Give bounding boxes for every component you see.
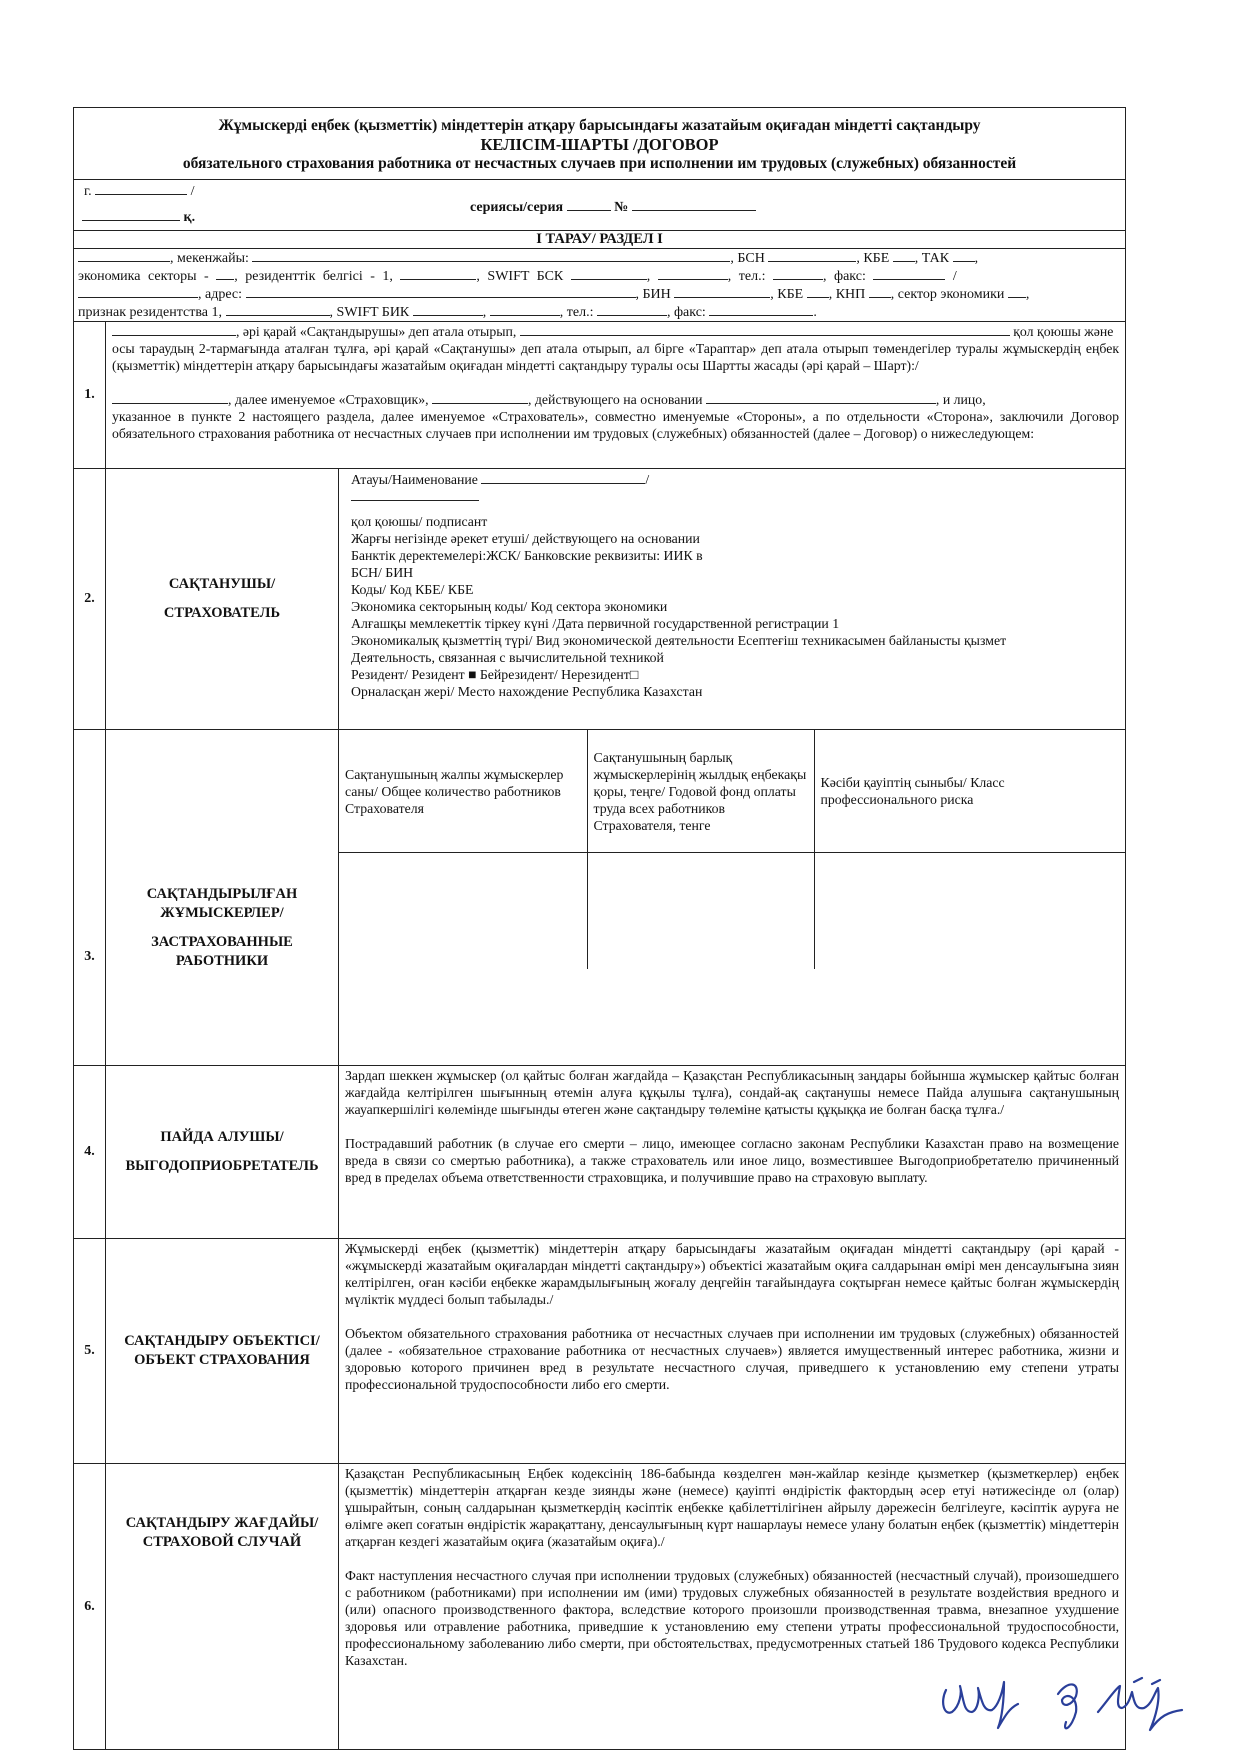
row-number: 5.	[74, 1239, 106, 1464]
preamble-ru: указанное в пункте 2 настоящего раздела, далее именуемое «Страхователь», совместно именуемые «Стороны», а по отдельности «Сторона», заключили Договор обязательного страхования работника от несчастных случаев при исполнении им трудовых (служебных) обязанностей (далее – Договор) о нижеследующем:	[112, 409, 1120, 441]
city-series-row	[74, 180, 1126, 231]
row-1-preamble	[106, 322, 1126, 469]
city-line: г. /	[84, 184, 195, 199]
req-economy-sector: экономика секторы -	[78, 269, 209, 284]
label-kz: САҚТАНДЫРЫЛҒАН ЖҰМЫСКЕРЛЕР/	[146, 885, 298, 921]
swift-kz-blank-2[interactable]	[658, 267, 728, 280]
preamble-ru-part-3: , и лицо,	[935, 392, 986, 407]
info-line-basis: Жарғы негізінде әрекет етуші/ действующего на основании	[351, 531, 700, 546]
req-bin: , БИН	[635, 287, 671, 302]
workers-table	[339, 730, 1125, 969]
header-row	[74, 108, 1126, 180]
city-suffix: қ.	[183, 210, 196, 225]
signer-blank-line	[351, 488, 1113, 505]
swift-kz-blank[interactable]	[571, 267, 647, 280]
label-kz: САҚТАНДЫРУ ОБЪЕКТІСІ/	[124, 1333, 320, 1349]
req-tel-kz: , тел.:	[727, 269, 766, 284]
number-label: №	[614, 200, 629, 215]
doc-type-title: КЕЛІСІМ-ШАРТЫ /ДОГОВОР	[480, 135, 719, 154]
requisites-cell	[74, 249, 1126, 322]
row-1	[74, 322, 1126, 469]
col-header-fund: Сақтанушының барлық жұмыскерлерінің жылдық еңбекақы қоры, теңге/ Годовой фонд оплаты труда всех работников Страхователя, тенге	[587, 730, 814, 853]
series-blank[interactable]	[567, 198, 611, 211]
req-fax-kz: , факс:	[823, 269, 866, 284]
col-header-count: Сақтанушының жалпы жұмыскерлер саны/ Общее количество работников Страхователя	[339, 730, 587, 853]
series-label: сериясы/серия	[470, 200, 564, 215]
label-ru: СТРАХОВОЙ СЛУЧАЙ	[142, 1534, 302, 1550]
name-ru-blank[interactable]	[78, 285, 198, 298]
risk-class-value[interactable]	[814, 853, 1125, 970]
label-ru: ЗАСТРАХОВАННЫЕ РАБОТНИКИ	[151, 933, 293, 969]
city-series-cell	[74, 180, 1126, 231]
resident-ru-blank[interactable]	[226, 303, 330, 316]
row-4	[74, 1066, 1126, 1239]
req-swift-kz: SWIFT БСК	[487, 269, 564, 284]
text-kz: Зардап шеккен жұмыскер (ол қайтыс болған жағдайда – Қазақстан Республикасының заңдары бойынша жұмыскер қайтыс болған жағдайда келтірілген шығынның өтемін алуға құқылы тұлға), сондай-ақ сақтанушы немесе Пайда алушыға сақтанушының жауапкершілігі көлемінде шығынды өтеген және сақтандыру төлеміне қатысты құқыққа ие болған басқа тұлға./	[345, 1068, 1120, 1117]
req-kbe-ru: , КБЕ	[770, 287, 804, 302]
label-ru: ВЫГОДОПРИОБРЕТАТЕЛЬ	[125, 1158, 319, 1174]
insurer-kz-blank[interactable]	[112, 323, 236, 336]
representative-blank[interactable]	[432, 391, 528, 404]
spacer	[351, 505, 1113, 513]
req-kbe: , КБЕ	[856, 251, 890, 266]
kbe-kz-blank[interactable]	[893, 249, 915, 262]
row-number: 3.	[74, 730, 106, 1066]
row-2-label	[106, 469, 339, 730]
signer-blank[interactable]	[351, 488, 479, 501]
series-line	[466, 198, 760, 216]
row-number: 6.	[74, 1464, 106, 1750]
row-5-label	[106, 1239, 339, 1464]
insurer-name-blank[interactable]	[78, 249, 170, 262]
row-number: 2.	[74, 469, 106, 730]
row-5	[74, 1239, 1126, 1464]
sector-ru-blank[interactable]	[1008, 285, 1026, 298]
row-3-table-cell	[339, 730, 1126, 1066]
text-ru: Пострадавший работник (в случае его смерти – лицо, имеющее согласно законам Республики Казахстан право на возмещение вреда в связи со смертью работника), а также страхователь или иное лицо, возместившее Выгодоприобретателю причиненный вред в пределах объема ответственности страховщика, и получившие право на страховую выплату.	[345, 1136, 1120, 1185]
req-fax-ru: , факс:	[666, 305, 706, 320]
preamble-kz-part-2: қол қоюшы және	[1013, 324, 1114, 339]
bin-blank[interactable]	[674, 285, 770, 298]
section-row	[74, 231, 1126, 249]
text-kz: Жұмыскерді еңбек (қызметтік) міндеттерін атқару барысындағы жазатайым оқиғадан міндетті сақтандыру (әрі қарай - «жұмыскерді жазатайым оқиғалардан міндетті сақтандыру») объектісі жазатайым оқиға салдарынан өмірі мен денсаулығына зиян келтірілген, оған кәсіби еңбекке жарамдылығының жоғалу деңгейін тағайындауға соқтырған немесе қайтыс болған жұмыскердің мүліктік мүддесі болып табылады./	[345, 1241, 1120, 1307]
address-kz-blank[interactable]	[252, 249, 730, 262]
signature-2	[1058, 1678, 1182, 1730]
row-number: 1.	[74, 322, 106, 469]
city-kz-line	[78, 208, 199, 226]
label-kz: САҚТАНУШЫ/	[168, 576, 276, 592]
label-ru: ОБЪЕКТ СТРАХОВАНИЯ	[134, 1352, 310, 1368]
row-2	[74, 469, 1126, 730]
signature-1	[943, 1682, 1018, 1728]
preamble-ru-first-line	[112, 391, 1119, 408]
preamble-kz-first-line	[112, 323, 1119, 340]
tel-ru-blank[interactable]	[597, 303, 667, 316]
city-label: г.	[84, 184, 92, 199]
info-line-registration: Алғашқы мемлекеттік тіркеу күні /Дата первичной государственной регистрации 1	[351, 616, 840, 631]
header-cell	[74, 108, 1126, 180]
workers-header-row	[339, 730, 1125, 853]
requisites-row	[74, 249, 1126, 322]
tel-kz-blank[interactable]	[773, 267, 823, 280]
req-sector-ru: , сектор экономики	[890, 287, 1005, 302]
fax-ru-blank[interactable]	[709, 303, 813, 316]
info-line-activity-ru: Деятельность, связанная с вычислительной техникой	[351, 650, 664, 665]
label-kz: ПАЙДА АЛУШЫ/	[160, 1129, 284, 1145]
req-swift-ru: , SWIFT БИК	[329, 305, 410, 320]
label-kz: САҚТАНДЫРУ ЖАҒДАЙЫ/	[125, 1515, 319, 1531]
ru-title: обязательного страхования работника от несчастных случаев при исполнении им трудовых (служебных) обязанностей	[182, 155, 1017, 172]
economy-sector-blank[interactable]	[216, 267, 234, 280]
info-line-bin: БСН/ БИН	[351, 565, 414, 580]
label-ru: СТРАХОВАТЕЛЬ	[163, 605, 281, 621]
address-ru-blank[interactable]	[246, 285, 636, 298]
signer-kz-blank[interactable]	[520, 323, 1010, 336]
swift-ru-blank-2[interactable]	[490, 303, 560, 316]
row-6-label	[106, 1464, 339, 1750]
preamble-ru-part-1: , далее именуемое «Страховщик»,	[228, 392, 429, 407]
contract-table	[73, 107, 1126, 1750]
city-blank[interactable]	[95, 182, 187, 195]
workers-count-value[interactable]	[339, 853, 587, 970]
name-line: Атауы/Наименование /	[351, 472, 650, 487]
info-line-bank: Банктік деректемелері:ЖСК/ Банковские реквизиты: ИИК в	[351, 548, 703, 563]
info-line-signer: қол қоюшы/ подписант	[351, 514, 488, 529]
row-4-label	[106, 1066, 339, 1239]
fax-kz-blank[interactable]	[873, 267, 945, 280]
req-resident-ru: признак резидентства 1,	[78, 305, 223, 320]
row-number: 4.	[74, 1066, 106, 1239]
name-blank[interactable]	[481, 471, 645, 484]
basis-blank[interactable]	[706, 391, 936, 404]
swift-ru-blank[interactable]	[413, 303, 483, 316]
section-title: I ТАРАУ/ РАЗДЕЛ I	[74, 231, 1126, 249]
text-kz: Қазақстан Республикасының Еңбек кодексінің 186-бабында көзделген мән-жайлар кезінде қызметкер (қызметкерлер) еңбек (қызметтік) міндеттерін атқарған кезде зиянды және (немесе) қауіпті өндірістік фактордың әсер етуі нәтижесінде ол (олар) ұшырайтын, соның салдарынан қызметкердің кәсіптік еңбекке қабілеттілігінен айрылу дәрежесін белгілеуге, кәсіптік ауруға не өлімге әкеп соғатын өндірістік жарақаттану, денсаулығының күрт нашарлауы немесе улану болатын еңбек (қызметтік) міндеттерін атқарған кездегі жазатайым оқиға (жазатайым оқиға)./	[345, 1466, 1120, 1549]
insurer-ru-blank[interactable]	[112, 391, 228, 404]
col-header-risk: Кәсіби қауіптің сыныбы/ Класс профессионального риска	[814, 730, 1125, 853]
row-3	[74, 730, 1126, 1066]
text-ru: Объектом обязательного страхования работника от несчастных случаев при исполнении им трудовых (служебных) обязанностей (далее - «обязательное страхование работника от несчастных случаев») является имущественный интерес работника, жизни и здоровью которого причинен вред в результате несчастного случая, приведшего к установлению ему степени утраты профессиональной трудоспособности либо его смерти.	[345, 1326, 1120, 1392]
salary-fund-value[interactable]	[587, 853, 814, 970]
info-line-sector: Экономика секторының коды/ Код сектора экономики	[351, 599, 668, 614]
resident-kz-blank[interactable]	[400, 267, 476, 280]
workers-value-row	[339, 853, 1125, 970]
number-blank[interactable]	[632, 198, 756, 211]
knp-blank[interactable]	[869, 285, 891, 298]
requisites-line-3: , адрес: , БИН , КБЕ , КНП , сектор экономики ,	[74, 285, 1125, 303]
preamble-ru-part-2: , действующего на основании	[528, 392, 703, 407]
row-3-label	[106, 730, 339, 1066]
signatures-image	[938, 1672, 1198, 1742]
req-resident-kz: резиденттік белгісі - 1,	[245, 269, 393, 284]
info-line-kbe: Коды/ Код КБЕ/ КБЕ	[351, 582, 474, 597]
row-2-info	[339, 469, 1126, 730]
requisites-line-2: экономика секторы - , резиденттік белгісі - 1, , SWIFT БСК , , тел.: , факс: /	[78, 269, 957, 284]
row-5-text	[339, 1239, 1126, 1464]
tak-blank[interactable]	[953, 249, 975, 262]
row-4-text	[339, 1066, 1126, 1239]
req-address-ru: , адрес:	[198, 287, 243, 302]
req-tak: , ТАК	[914, 251, 950, 266]
req-address: , мекенжайы:	[170, 251, 249, 266]
contract-document	[73, 107, 1125, 1750]
requisites-line-4: признак резидентства 1, , SWIFT БИК , , тел.: , факс: .	[78, 305, 817, 320]
info-line-location: Орналасқан жері/ Место нахождение Республика Казахстан	[351, 684, 703, 699]
info-line-residency: Резидент/ Резидент ■ Бейрезидент/ Нерезидент□	[351, 667, 639, 682]
preamble-kz-part-1: , әрі қарай «Сақтандырушы» деп атала отырып,	[236, 324, 517, 339]
kbe-ru-blank[interactable]	[807, 285, 829, 298]
info-line-activity-kz: Экономикалық қызметтің түрі/ Вид экономической деятельности Есептеғіш техникасымен байланысты қызмет	[351, 633, 1007, 648]
kz-title: Жұмыскерді еңбек (қызметтік) міндеттерін атқару барысындағы жазатайым оқиғадан міндетті сақтандыру	[218, 117, 981, 134]
requisites-line-1: , мекенжайы: , БСН , КБЕ , ТАК ,	[74, 249, 1125, 267]
name-label: Атауы/Наименование	[351, 472, 478, 487]
req-tel-ru: , тел.:	[559, 305, 594, 320]
preamble-kz: осы тараудың 2-тармағында аталған тұлға, әрі қарай «Сақтанушы» деп атала отырып, ал бірге «Тараптар» деп атала отырып төмендегілер туралы жұмыскердің еңбек (қызметтік) міндеттерін атқару барысындағы жазатайым оқиғадан міндетті сақтандыру туралы осы Шартты жасады (әрі қарай – Шарт):/	[112, 341, 1120, 373]
bsn-blank[interactable]	[768, 249, 856, 262]
req-bsn: , БСН	[730, 251, 765, 266]
city-kz-blank[interactable]	[82, 208, 180, 221]
req-knp: , КНП	[828, 287, 866, 302]
text-ru: Факт наступления несчастного случая при исполнении трудовых (служебных) обязанностей (несчастный случай), произошедшего с работником (работниками) при исполнении им (ими) трудовых служебных обязанностей в результате воздействия вредного и (или) опасного производственного фактора, вследствие которого произошли производственная травма, внезапное ухудшение здоровья или отравление работника, приведшие к установлению ему степени утраты профессиональной трудоспособности, профессиональному заболеванию либо смерти, при обстоятельствах, предусмотренных статьей 186 Трудового кодекса Республики Казахстан.	[345, 1568, 1120, 1668]
